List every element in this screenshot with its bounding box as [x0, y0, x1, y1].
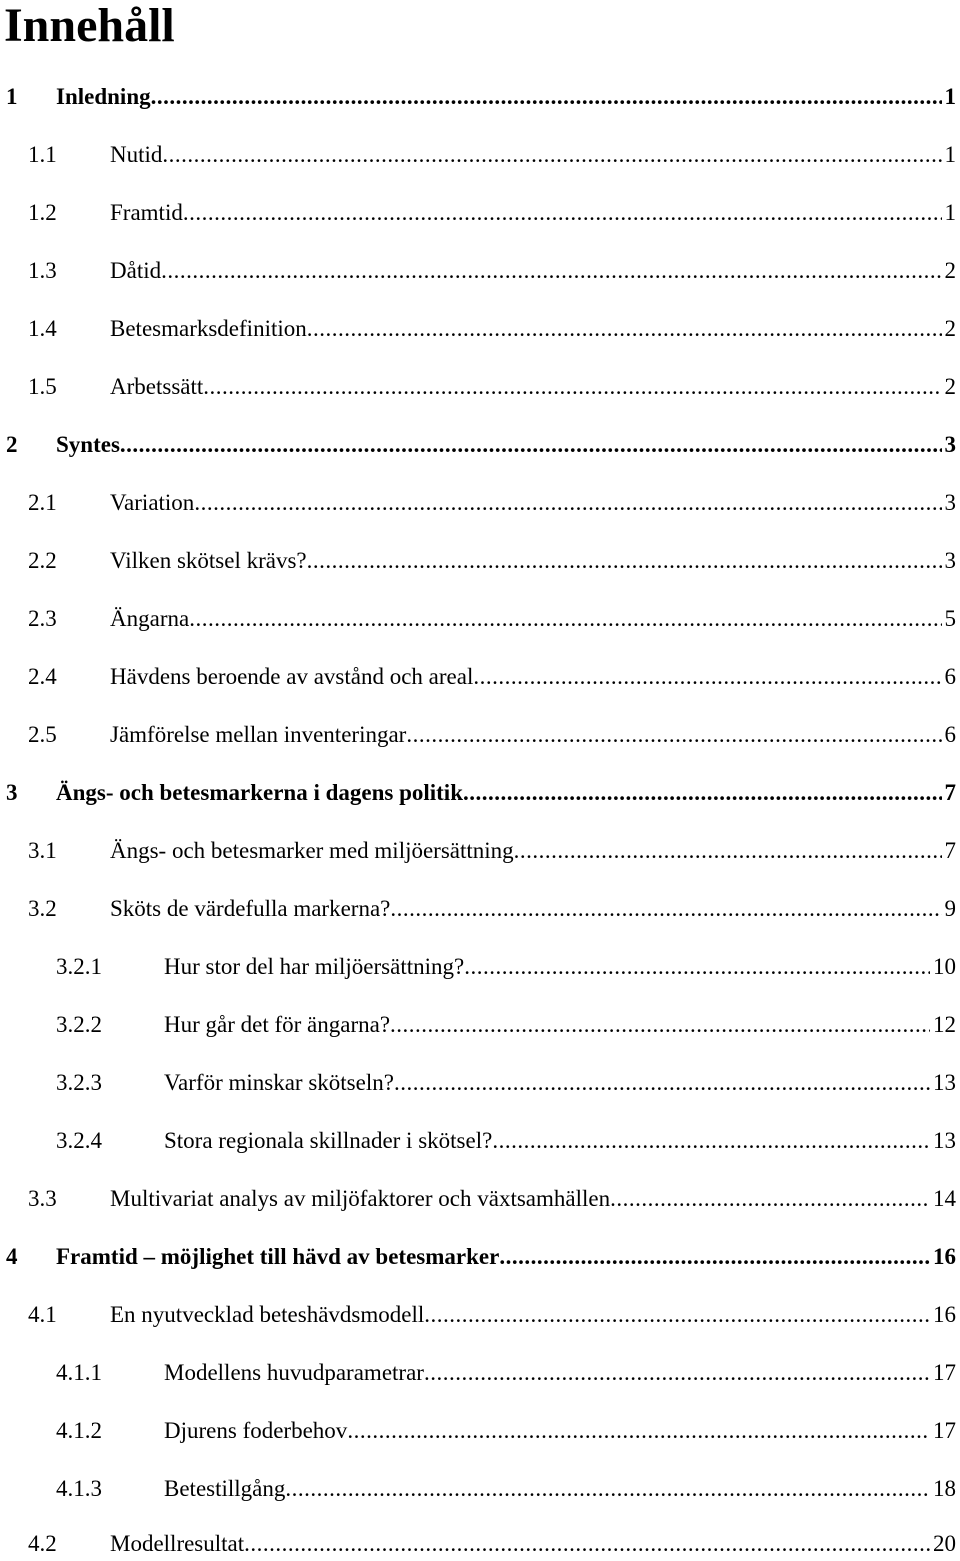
toc-entry-page: 9 [944, 896, 956, 921]
toc-entry-1-2[interactable] [28, 198, 956, 228]
dot-leader [347, 1416, 930, 1446]
toc-entry-number: 3.2.1 [56, 954, 102, 979]
toc-entry-2-1[interactable] [28, 488, 956, 518]
toc-entry-page: 1 [944, 142, 956, 167]
toc-entry-number: 2.3 [28, 606, 57, 631]
toc-entry-title: En nyutvecklad beteshävdsmodell [110, 1302, 425, 1327]
toc-entry-4-2[interactable] [28, 1529, 956, 1559]
toc-entry-title: Arbetssätt [110, 374, 204, 399]
toc-entry-page: 1 [944, 84, 956, 109]
dot-leader [194, 488, 941, 518]
toc-entry-page: 3 [944, 432, 956, 457]
toc-entry-number: 4.1.1 [56, 1360, 102, 1385]
toc-entry-title: Ängs- och betesmarkerna i dagens politik [56, 780, 463, 805]
toc-entry-title: Betestillgång [164, 1476, 286, 1501]
toc-entry-title: Djurens foderbehov [164, 1418, 348, 1443]
toc-entry-1[interactable] [6, 82, 956, 112]
toc-entry-page: 7 [944, 780, 956, 805]
toc-entry-page: 6 [944, 722, 956, 747]
toc-entry-page: 1 [944, 200, 956, 225]
toc-entry-title: Stora regionala skillnader i skötsel? [164, 1128, 493, 1153]
toc-entry-number: 4.1.3 [56, 1476, 102, 1501]
toc-entry-title: Nutid [110, 142, 163, 167]
dot-leader [464, 952, 930, 982]
toc-entry-title: Ängarna [110, 606, 190, 631]
dot-leader [492, 1126, 930, 1156]
toc-entry-4[interactable] [6, 1242, 956, 1272]
toc-entry-title: Jämförelse mellan inventeringar [110, 722, 407, 747]
dot-leader [424, 1358, 930, 1388]
page-title: Innehåll [4, 0, 175, 52]
toc-entry-title: Inledning [56, 84, 151, 109]
toc-entry-1-1[interactable] [28, 140, 956, 170]
dot-leader [610, 1184, 930, 1214]
toc-entry-number: 1.4 [28, 316, 57, 341]
toc-entry-3[interactable] [6, 778, 956, 808]
toc-entry-3-2-2[interactable] [56, 1010, 956, 1040]
dot-leader [203, 372, 941, 402]
dot-leader [499, 1242, 930, 1272]
toc-entry-number: 3.2.4 [56, 1128, 102, 1153]
toc-entry-2[interactable] [6, 430, 956, 460]
toc-entry-page: 2 [944, 316, 956, 341]
toc-entry-number: 3 [6, 780, 18, 805]
toc-entry-2-3[interactable] [28, 604, 956, 634]
toc-entry-number: 4.2 [28, 1531, 57, 1556]
toc-entry-title: Framtid – möjlighet till hävd av betesmarker [56, 1244, 500, 1269]
toc-entry-3-3[interactable] [28, 1184, 956, 1214]
dot-leader [390, 1010, 930, 1040]
toc-entry-number: 1 [6, 84, 18, 109]
toc-entry-4-1-3[interactable] [56, 1474, 956, 1504]
toc-entry-number: 1.1 [28, 142, 57, 167]
toc-entry-4-1[interactable] [28, 1300, 956, 1330]
toc-entry-page: 3 [944, 548, 956, 573]
toc-entry-page: 7 [944, 838, 956, 863]
toc-entry-page: 14 [933, 1186, 956, 1211]
toc-entry-page: 20 [933, 1531, 956, 1556]
toc-entry-title: Ängs- och betesmarker med miljöersättning [110, 838, 514, 863]
toc-entry-number: 3.1 [28, 838, 57, 863]
toc-entry-title: Vilken skötsel krävs? [110, 548, 307, 573]
toc-entry-number: 1.5 [28, 374, 57, 399]
toc-entry-number: 2.4 [28, 664, 57, 689]
toc-entry-4-1-1[interactable] [56, 1358, 956, 1388]
toc-entry-number: 4.1 [28, 1302, 57, 1327]
toc-entry-number: 3.2 [28, 896, 57, 921]
toc-entry-number: 1.2 [28, 200, 57, 225]
dot-leader [473, 662, 941, 692]
toc-entry-title: Variation [110, 490, 195, 515]
dot-leader [307, 314, 942, 344]
toc-entry-page: 12 [933, 1012, 956, 1037]
toc-entry-1-5[interactable] [28, 372, 956, 402]
dot-leader [120, 430, 942, 460]
toc-entry-page: 10 [933, 954, 956, 979]
toc-entry-title: Hävdens beroende av avstånd och areal [110, 664, 474, 689]
toc-entry-1-4[interactable] [28, 314, 956, 344]
dot-leader [189, 604, 941, 634]
dot-leader [394, 1068, 930, 1098]
toc-entry-2-5[interactable] [28, 720, 956, 750]
dot-leader [514, 836, 942, 866]
toc-entry-number: 4 [6, 1244, 18, 1269]
toc-entry-page: 13 [933, 1128, 956, 1153]
toc-entry-page: 2 [944, 374, 956, 399]
dot-leader [463, 778, 942, 808]
toc-entry-number: 2.1 [28, 490, 57, 515]
toc-entry-number: 4.1.2 [56, 1418, 102, 1443]
toc-entry-title: Sköts de värdefulla markerna? [110, 896, 391, 921]
toc-entry-title: Varför minskar skötseln? [164, 1070, 394, 1095]
toc-entry-3-2-1[interactable] [56, 952, 956, 982]
dot-leader [183, 198, 942, 228]
toc-entry-2-4[interactable] [28, 662, 956, 692]
toc-entry-page: 13 [933, 1070, 956, 1095]
dot-leader [307, 546, 942, 576]
toc-entry-number: 3.2.3 [56, 1070, 102, 1095]
toc-entry-3-2-4[interactable] [56, 1126, 956, 1156]
toc-entry-page: 17 [933, 1360, 956, 1385]
toc-entry-page: 3 [944, 490, 956, 515]
toc-entry-page: 16 [933, 1302, 956, 1327]
toc-entry-page: 16 [933, 1244, 956, 1269]
toc-entry-title: Modellens huvudparametrar [164, 1360, 424, 1385]
dot-leader [161, 256, 941, 286]
toc-entry-title: Hur stor del har miljöersättning? [164, 954, 465, 979]
toc-entry-number: 2.5 [28, 722, 57, 747]
toc-entry-title: Framtid [110, 200, 183, 225]
toc-entry-1-3[interactable] [28, 256, 956, 286]
toc-entry-title: Betesmarksdefinition [110, 316, 307, 341]
dot-leader [151, 82, 942, 112]
toc-entry-3-2[interactable] [28, 894, 956, 924]
toc-entry-3-2-3[interactable] [56, 1068, 956, 1098]
dot-leader [162, 140, 941, 170]
toc-entry-number: 1.3 [28, 258, 57, 283]
dot-leader [244, 1529, 930, 1559]
dot-leader [285, 1474, 930, 1504]
toc-entry-page: 18 [933, 1476, 956, 1501]
dot-leader [406, 720, 941, 750]
dot-leader [424, 1300, 930, 1330]
toc-entry-number: 3.3 [28, 1186, 57, 1211]
toc-entry-number: 2 [6, 432, 18, 457]
toc-entry-number: 3.2.2 [56, 1012, 102, 1037]
toc-entry-title: Modellresultat [110, 1531, 245, 1556]
toc-entry-title: Syntes [56, 432, 120, 457]
toc-entry-page: 5 [944, 606, 956, 631]
toc-entry-page: 17 [933, 1418, 956, 1443]
toc-entry-title: Dåtid [110, 258, 162, 283]
toc-entry-number: 2.2 [28, 548, 57, 573]
toc-entry-2-2[interactable] [28, 546, 956, 576]
toc-entry-page: 2 [944, 258, 956, 283]
toc-entry-3-1[interactable] [28, 836, 956, 866]
toc-entry-page: 6 [944, 664, 956, 689]
toc-entry-title: Multivariat analys av miljöfaktorer och växtsamhällen [110, 1186, 611, 1211]
dot-leader [390, 894, 941, 924]
toc-entry-title: Hur går det för ängarna? [164, 1012, 391, 1037]
toc-entry-4-1-2[interactable] [56, 1416, 956, 1446]
